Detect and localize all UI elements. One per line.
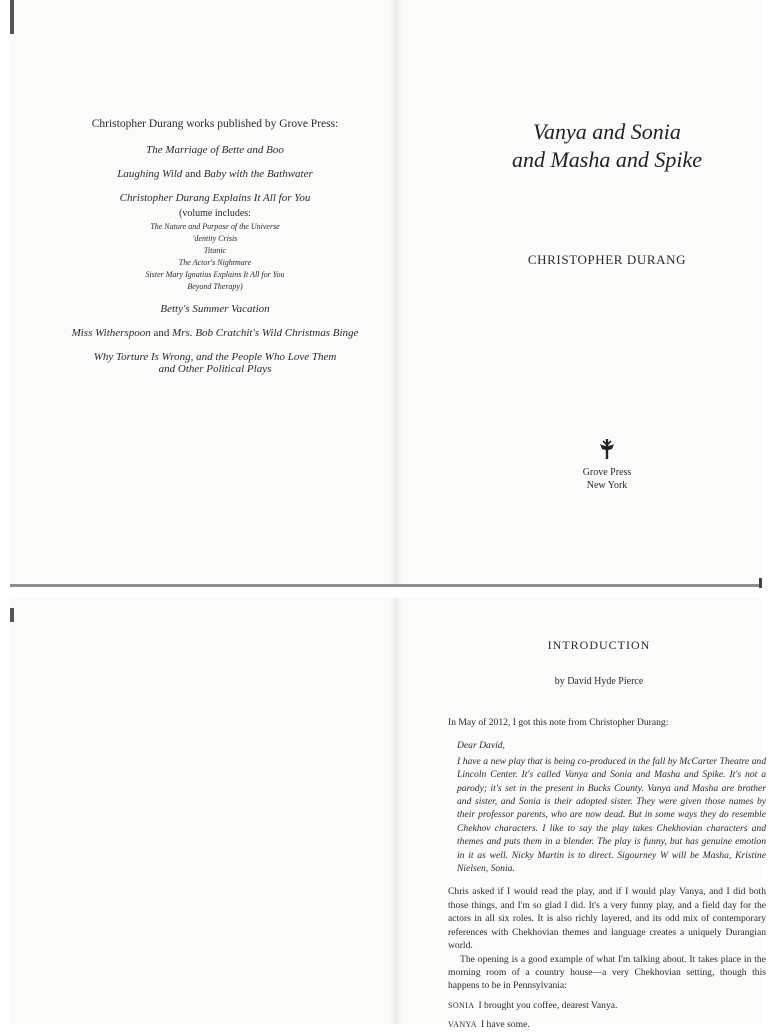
- work-title: Why Torture Is Wrong, and the People Who Love Them and Other Political Plays: [93, 351, 337, 375]
- works-list: [40, 118, 390, 375]
- book-gutter: [390, 0, 404, 584]
- introduction-byline: by David Hyde Pierce: [554, 676, 644, 687]
- volume-item: The Actor's Nightmare: [178, 258, 252, 267]
- work-title: Laughing Wild and Baby with the Bathwater: [117, 168, 313, 180]
- intro-paragraph: In May of 2012, I got this note from Christopher Durang:: [448, 717, 669, 728]
- author-name: CHRISTOPHER DURANG: [527, 252, 687, 267]
- volume-contents: [40, 208, 390, 291]
- work-title: The Marriage of Bette and Boo: [146, 144, 284, 156]
- title-page: [404, 0, 762, 584]
- spoken-line: I have some.: [480, 1019, 530, 1031]
- work-title: Betty's Summer Vacation: [160, 303, 270, 315]
- introduction-body: [448, 716, 766, 1032]
- publisher-imprint: [452, 438, 762, 492]
- dialogue-line: [448, 999, 766, 1012]
- page-corner-mark: [759, 578, 762, 588]
- top-spread: [10, 0, 762, 587]
- volume-item: Titanic: [203, 246, 227, 255]
- volume-item: 'dentity Crisis: [192, 234, 238, 243]
- work-title: Miss Witherspoon and Mrs. Bob Cratchit's Wild Christmas Binge: [71, 327, 359, 339]
- letter-salutation: Dear David,: [457, 740, 505, 752]
- intro-paragraph: Chris asked if I would read the play, and if I would play Vanya, and I did both those things, and I'm so glad I did. It's a very funny play, and a field day for the actors in all six roles. It is also richly layered, and its odd mix of contemporary references with Chekhovian themes and language creates a uniquely Durangian world.: [448, 886, 766, 952]
- volume-item: The Nature and Purpose of the Universe: [150, 222, 280, 231]
- speaker-name: SONIA: [448, 1000, 475, 1010]
- introduction-title: INTRODUCTION: [547, 638, 651, 652]
- dialogue-line: [448, 1018, 766, 1031]
- publisher-name: Grove Press: [582, 467, 632, 478]
- publisher-city: New York: [586, 480, 628, 491]
- blank-page: [10, 598, 390, 1024]
- spoken-line: I brought you coffee, dearest Vanya.: [478, 999, 618, 1011]
- volume-intro: (volume includes:: [179, 208, 251, 219]
- quoted-letter: [448, 739, 766, 875]
- works-heading: Christopher Durang works published by Grove Press:: [91, 118, 339, 130]
- grove-press-logo-icon: [598, 438, 616, 460]
- works-list-page: [10, 0, 390, 584]
- book-gutter: [390, 598, 404, 1024]
- title-line-2: and Masha and Spike: [511, 147, 703, 172]
- volume-item: Beyond Therapy): [187, 282, 243, 291]
- title-line-1: Vanya and Sonia: [533, 119, 681, 144]
- work-title: Christopher Durang Explains It All for You: [119, 192, 311, 204]
- letter-body: I have a new play that is being co-produced in the fall by McCarter Theatre and Lincoln Center. It's called Vanya and Sonia and Masha and Spike. It's not a parody; it's set in the present in Bucks County. Vanya and Masha are brother and sister, and Sonia is their adopted sister. They were given those names by their professor parents, who are now dead. But in some ways they do resemble Chekhov characters. I like to say the play takes Chekhovian characters and themes and puts them in a blender. The play is funny, but has genuine emotion in it as well. Nicky Martin is to direct. Sigourney W will be Masha, Kristine Nielsen, Sonia.: [457, 755, 766, 875]
- speaker-name: VANYA: [448, 1020, 477, 1030]
- book-title: [452, 118, 762, 174]
- intro-paragraph: The opening is a good example of what I'm talking about. It takes place in the morning room of a country house—a very Chekhovian setting, though this happens to be in Pennsylvania:: [448, 953, 766, 992]
- bottom-spread: [10, 598, 766, 1031]
- volume-item: Sister Mary Ignatius Explains It All for You: [145, 270, 285, 279]
- introduction-page: [404, 598, 766, 1031]
